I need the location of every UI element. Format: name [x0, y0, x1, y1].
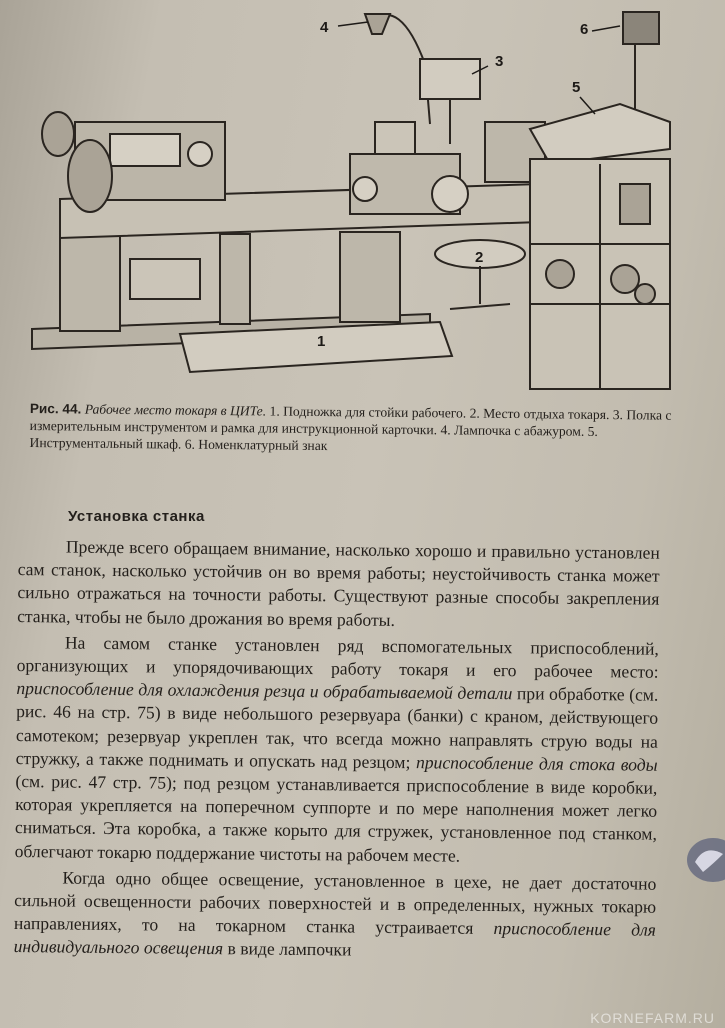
lathe-drawing — [20, 4, 710, 396]
text-run: Когда одно общее освещение, установленное в цехе, не дает достаточно сильной освещенности рабочих поверхностей и в определенных, нужных токарю направлениях, то на токарном станка устраивается — [13, 867, 657, 939]
paragraph — [14, 866, 657, 966]
text-run: На самом станке установлен ряд вспомогательных приспособлений, организующих и упорядочивающих работу токаря и его рабочее место: — [16, 632, 659, 682]
callout-2: 2 — [475, 249, 484, 266]
figure-title: Рабочее место токаря в ЦИТе. — [84, 401, 267, 419]
text-run: при обработке (см. рис. 46 на стр. 75) в виде небольшого резервуара (банки) с краном, действующего самотеком; резервуар укреплен так, что всегда можно направлять струю воды на стружку, а также поднимать и опускать над резцом; — [15, 683, 659, 773]
watermark-logo-icon — [683, 832, 725, 888]
callout-6: 6 — [580, 21, 589, 38]
callout-3: 3 — [495, 53, 504, 70]
text-run: в виде лампочки — [223, 938, 352, 960]
callout-5: 5 — [572, 79, 581, 96]
paragraph — [15, 631, 659, 870]
body-text — [14, 535, 660, 965]
text-run: (см. рис. 47 стр. 75); под резцом устанавливается приспособление в виде коробки, которая укрепляется на поперечном суппорте и по мере наполнения может легко сниматься. Эта коробка, а также корыто для стружек, установленное под станком, облегчают токарю поддержание чистоты на рабочем месте. — [14, 771, 658, 866]
figure-legend: 1. Подножка для стойки рабочего. 2. Место отдыха токаря. 3. Полка с измерительным инструментом и рамка для инструкционной карточки. 4. Лампочка с абажуром. 5. Инструментальный шкаф. 6. Номенклатурный знак — [29, 403, 672, 454]
italic-term: приспособление для стока воды — [415, 752, 658, 775]
lathe-workplace-illustration — [20, 4, 710, 396]
italic-term: приспособление для охлаждения резца и обрабатываемой детали — [16, 678, 513, 704]
watermark-text: KORNEFARM.RU — [590, 1010, 715, 1026]
italic-term: приспособление для индивидуального освещения — [13, 918, 657, 959]
figure-caption — [29, 400, 674, 458]
callout-4: 4 — [320, 19, 329, 36]
figure-number: Рис. 44. — [29, 400, 82, 417]
text-run: Прежде всего обращаем внимание, насколько хорошо и правильно установлен сам станок, насколько устойчив он во время работы; неустойчивость станка может сильно отражаться на точности работы. Существуют разные способы закрепления станка, чтобы не было дрожания во время работы. — [17, 536, 660, 630]
callout-1: 1 — [317, 333, 326, 350]
section-heading: Установка станка — [68, 508, 205, 525]
paragraph — [17, 535, 660, 635]
